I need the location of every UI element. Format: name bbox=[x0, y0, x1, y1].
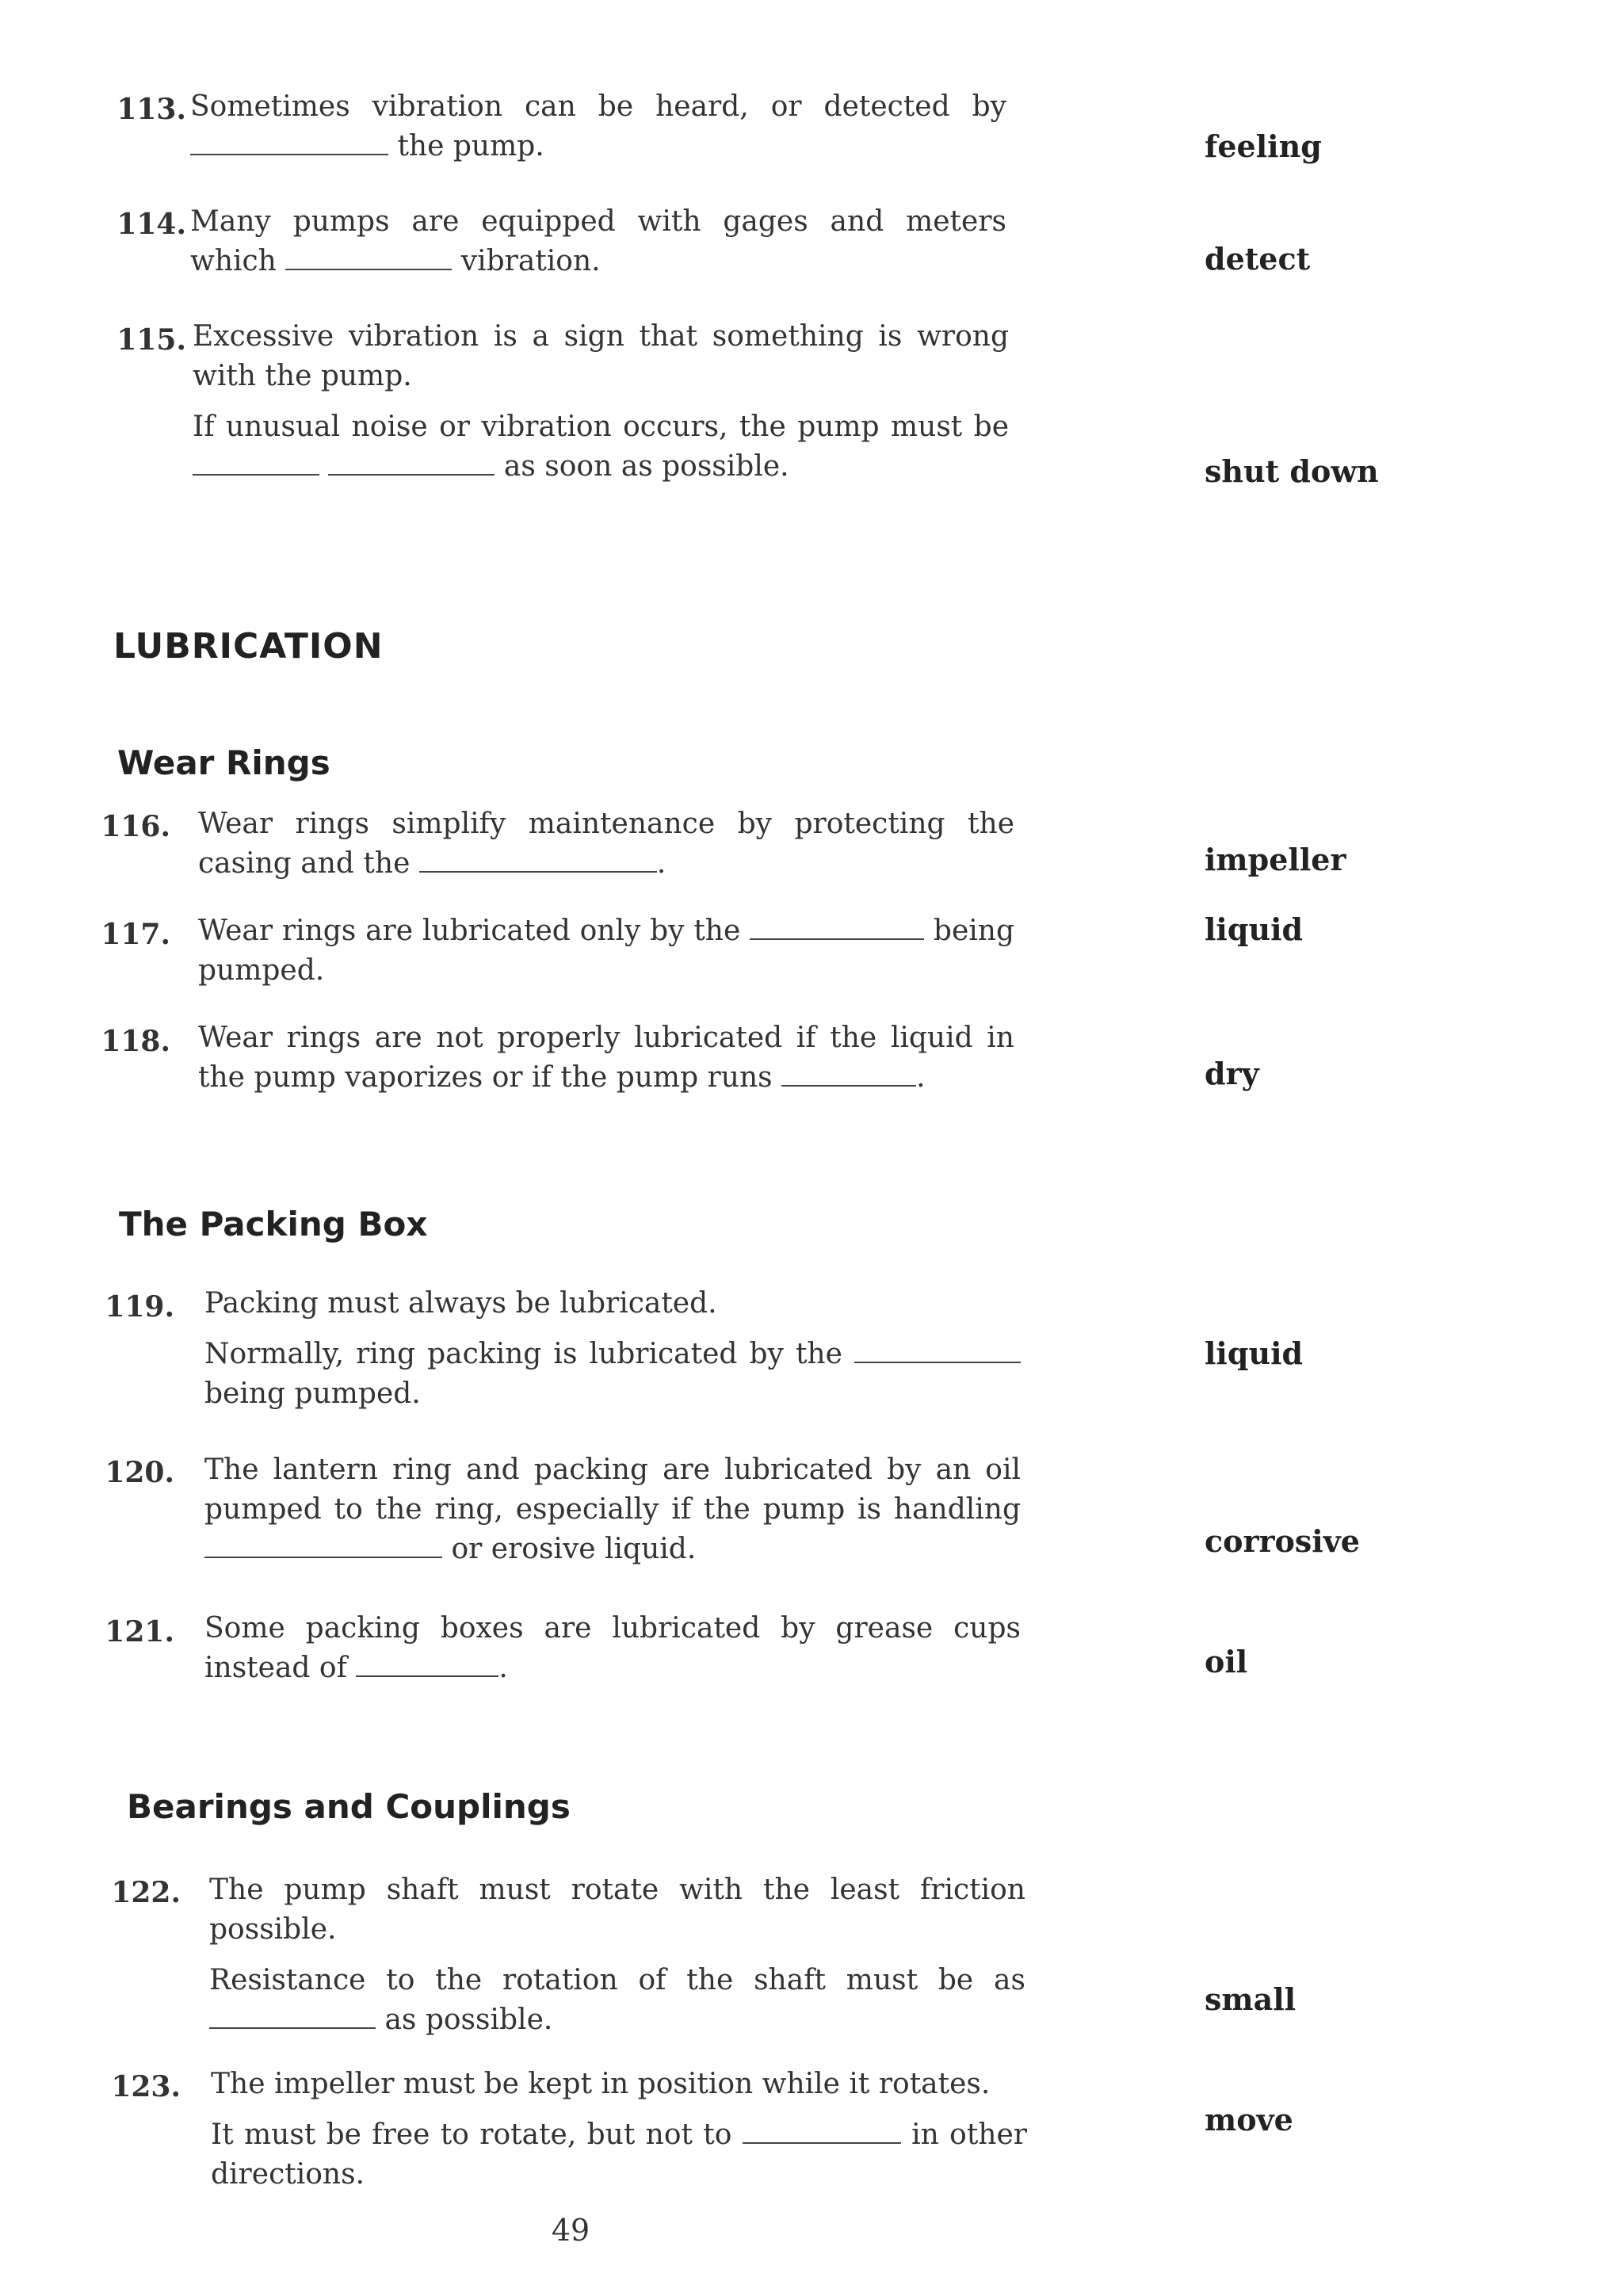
answer-text: move bbox=[1205, 2102, 1293, 2137]
answer-blank bbox=[209, 2003, 376, 2029]
answer-text: dry bbox=[1205, 1056, 1259, 1091]
item-number: 123. bbox=[111, 2070, 181, 2103]
question-text: Wear rings are not properly lubricated if the liquid in the pump vaporizes or if the pump runs . bbox=[198, 1022, 1014, 1094]
question-text: The lantern ring and packing are lubricated by an oil pumped to the ring, especially if the pump is handling or erosive liquid. bbox=[204, 1454, 1021, 1565]
question-text: Excessive vibration is a sign that something is wrong with the pump. If unusual noise or vibration occurs, the pump must be as soon as possible. bbox=[193, 320, 1009, 483]
answer-text: liquid bbox=[1205, 911, 1304, 947]
answer-blank bbox=[193, 449, 319, 476]
answer-text: impeller bbox=[1205, 842, 1346, 877]
answer-text: corrosive bbox=[1205, 1523, 1360, 1559]
item-number: 119. bbox=[105, 1290, 174, 1324]
answer-blank bbox=[750, 914, 924, 940]
page-number: 49 bbox=[551, 2213, 590, 2248]
answer-text: shut down bbox=[1205, 453, 1379, 489]
item-number: 118. bbox=[101, 1025, 170, 1058]
answer-blank bbox=[419, 846, 657, 873]
answer-text: feeling bbox=[1205, 128, 1322, 164]
answer-text: small bbox=[1205, 1981, 1296, 2017]
question-text: Packing must always be lubricated. Normally, ring packing is lubricated by the being pumped. bbox=[204, 1284, 1021, 1414]
answer-blank bbox=[854, 1337, 1021, 1363]
answer-blank bbox=[285, 244, 452, 270]
answer-text: oil bbox=[1205, 1644, 1248, 1679]
item-number: 116. bbox=[101, 810, 170, 843]
question-text: Wear rings simplify maintenance by protecting the casing and the . bbox=[198, 808, 1014, 880]
answer-text: liquid bbox=[1205, 1335, 1304, 1371]
question-text: Many pumps are equipped with gages and meters which vibration. bbox=[190, 205, 1006, 277]
item-number: 117. bbox=[101, 918, 170, 951]
section-heading: LUBRICATION bbox=[113, 626, 384, 667]
question-text: The impeller must be kept in position while it rotates. It must be free to rotate, but not to in other directions. bbox=[211, 2068, 1027, 2191]
answer-blank bbox=[356, 1651, 498, 1677]
question-text: Some packing boxes are lubricated by grease cups instead of . bbox=[204, 1612, 1021, 1684]
answer-blank bbox=[781, 1060, 916, 1087]
question-text: The pump shaft must rotate with the least friction possible. Resistance to the rotation of the shaft must be as as possible. bbox=[209, 1874, 1025, 2036]
subsection-heading: The Packing Box bbox=[119, 1205, 428, 1244]
answer-blank bbox=[190, 129, 388, 155]
item-number: 114. bbox=[116, 208, 186, 241]
item-number: 122. bbox=[111, 1876, 181, 1909]
item-number: 121. bbox=[105, 1615, 174, 1648]
subsection-heading: Bearings and Couplings bbox=[127, 1787, 571, 1826]
item-number: 113. bbox=[116, 93, 186, 126]
item-number: 120. bbox=[105, 1456, 174, 1489]
answer-blank bbox=[328, 449, 495, 476]
answer-text: detect bbox=[1205, 241, 1311, 277]
question-text: Sometimes vibration can be heard, or detected by the pump. bbox=[190, 90, 1006, 162]
answer-blank bbox=[743, 2118, 901, 2144]
item-number: 115. bbox=[116, 323, 186, 357]
question-text: Wear rings are lubricated only by the being pumped. bbox=[198, 915, 1014, 987]
answer-blank bbox=[204, 1532, 442, 1558]
subsection-heading: Wear Rings bbox=[117, 743, 330, 782]
